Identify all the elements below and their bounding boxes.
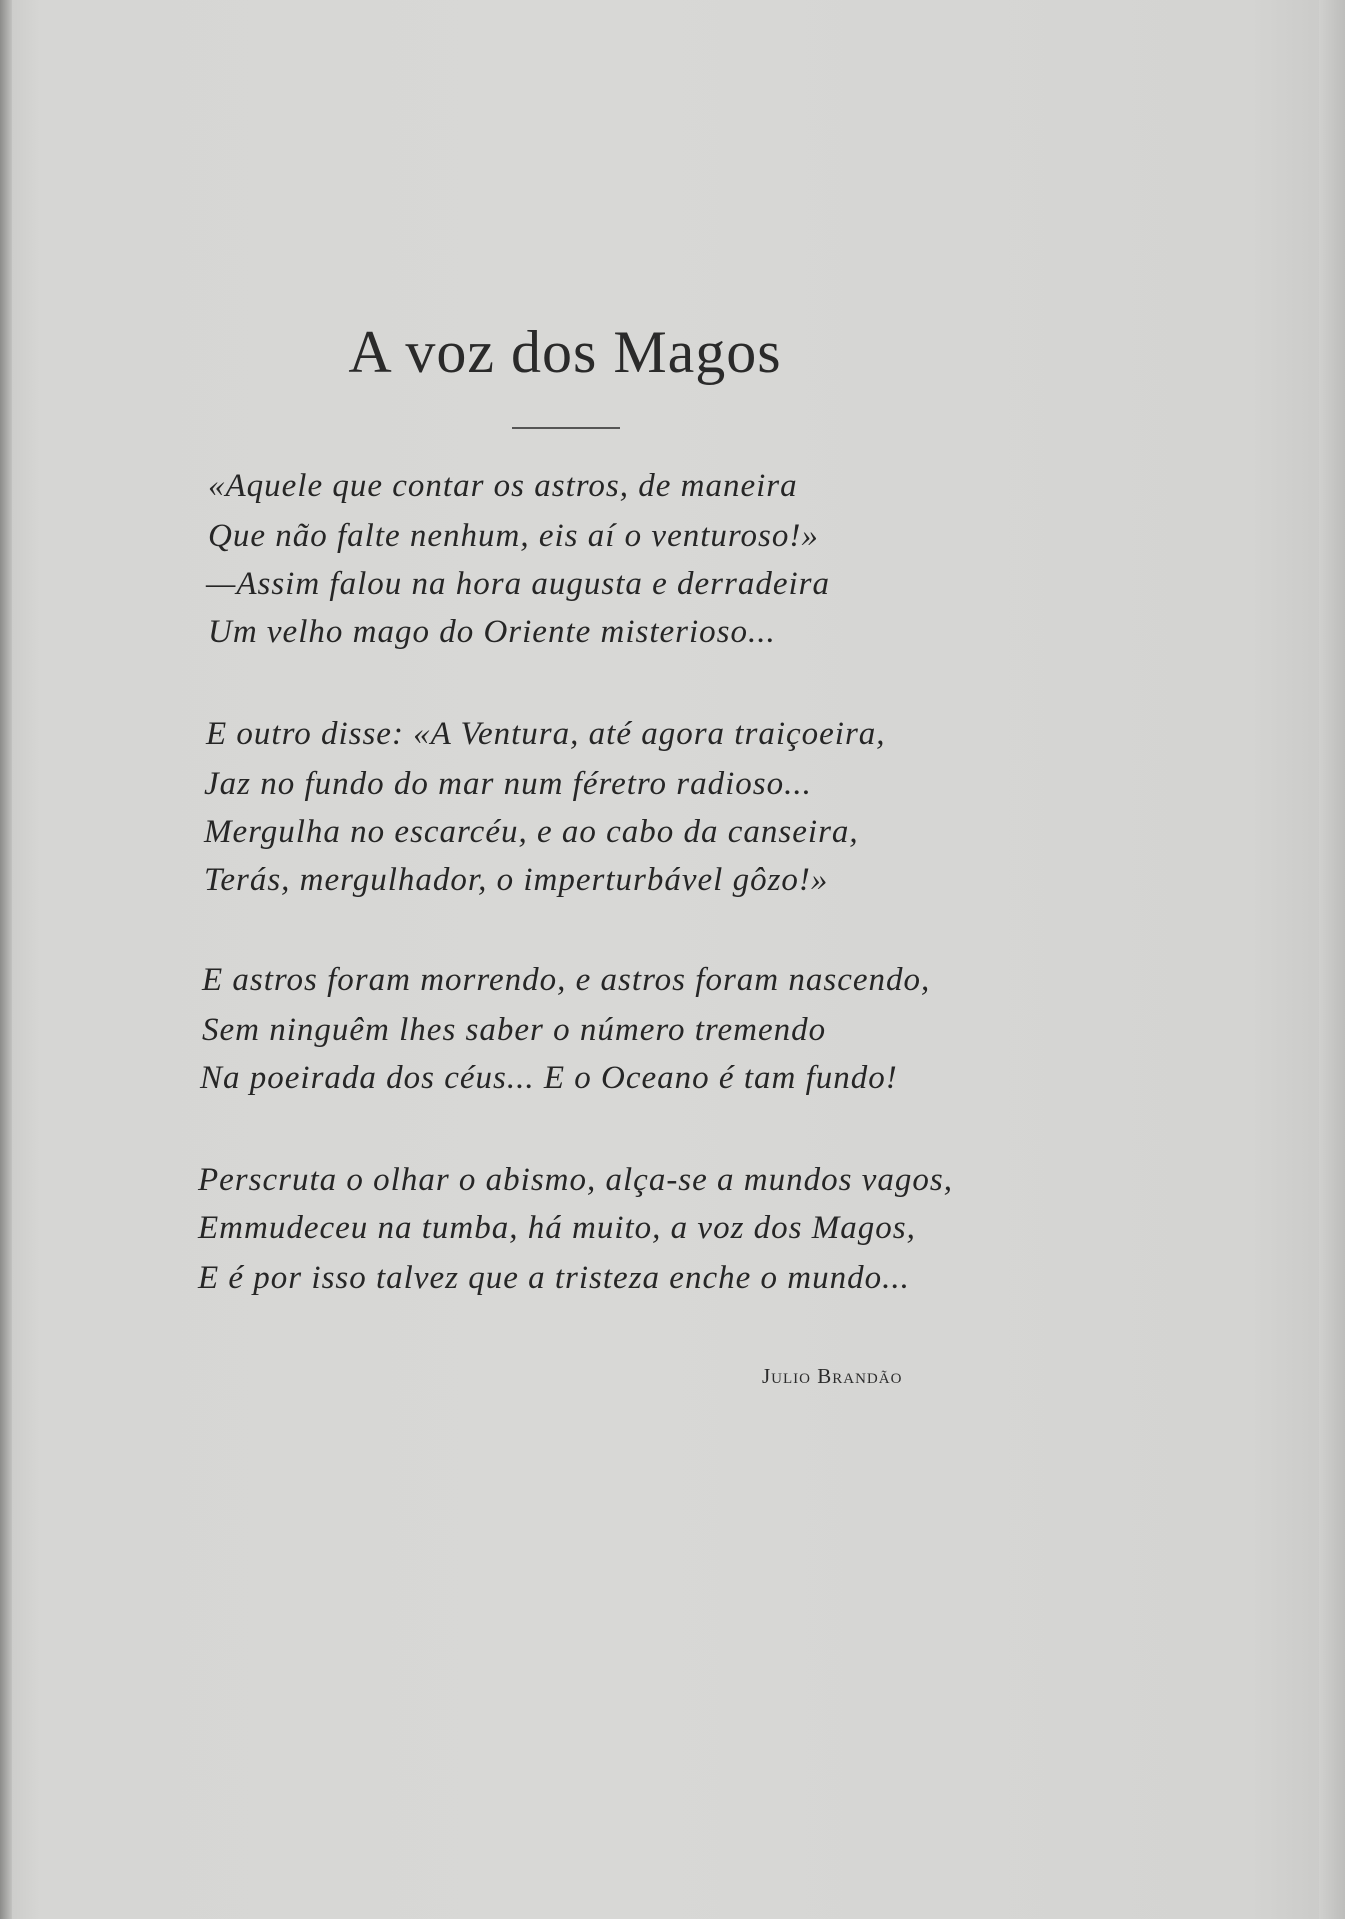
poem-line: «Aquele que contar os astros, de maneira [208,468,798,504]
poem-line: —Assim falou na hora augusta e derradeira [206,566,831,602]
poem-line: Terás, mergulhador, o imperturbável gôzo!» [204,862,829,898]
poem-line: Jaz no fundo do mar num féretro radioso... [204,766,812,802]
poem-line: Um velho mago do Oriente misterioso... [208,614,776,650]
author-signature: Julio Brandão [762,1364,903,1388]
poem-line: Perscruta o olhar o abismo, alça-se a mundos vagos, [198,1162,953,1198]
poem-line: Mergulha no escarcéu, e ao cabo da canseira, [204,814,859,850]
poem-line: Que não falte nenhum, eis aí o venturoso!» [208,518,819,554]
poem-line: Sem ninguêm lhes saber o número tremendo [202,1012,827,1048]
poem-line: Emmudeceu na tumba, há muito, a voz dos Magos, [198,1210,916,1246]
poem-line: E astros foram morrendo, e astros foram nascendo, [202,962,931,998]
poem-line: Na poeirada dos céus... E o Oceano é tam fundo! [200,1060,898,1096]
poem-line: E é por isso talvez que a tristeza enche o mundo... [198,1260,910,1296]
poem-line: E outro disse: «A Ventura, até agora traiçoeira, [206,716,886,752]
poem-title: A voz dos Magos [348,319,782,385]
